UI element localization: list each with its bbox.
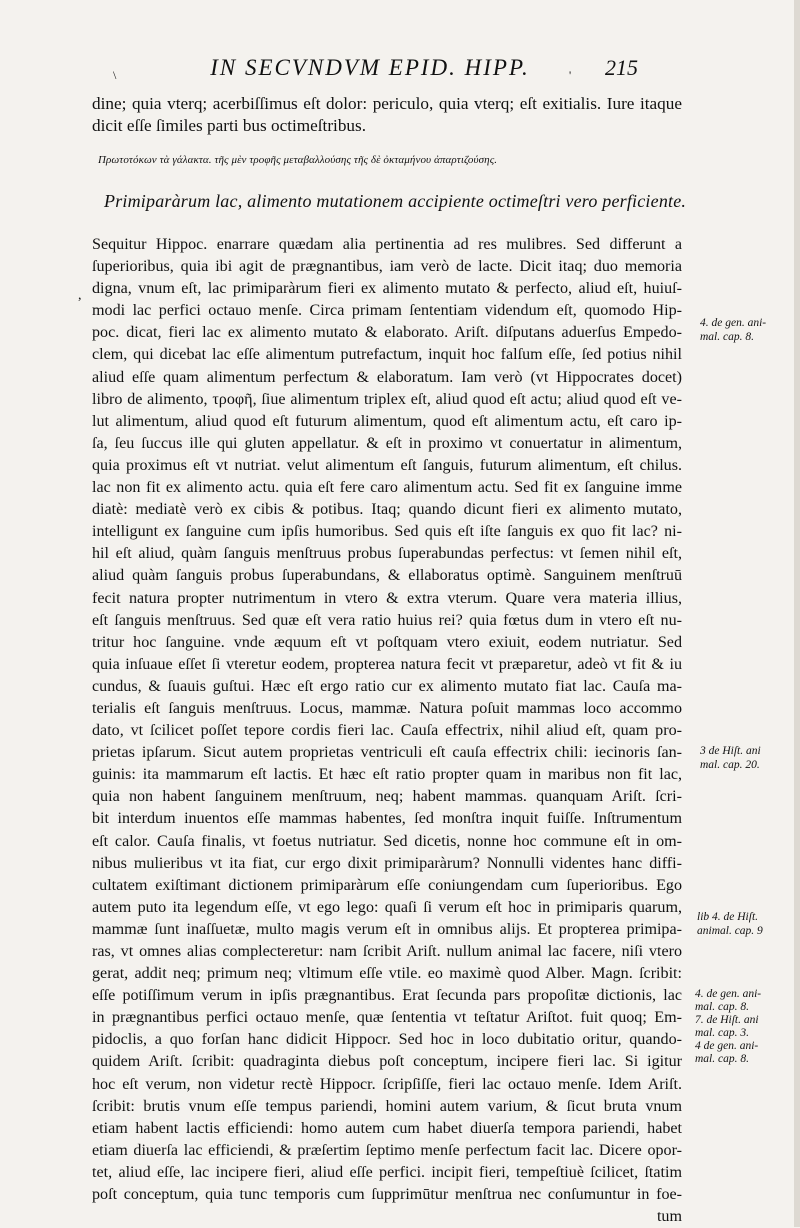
text-line: tritur hoc ſanguine. vnde æquum eſt vt poſtquam vtero exiuit, eodem nutriatur. Sed [92,633,682,651]
latin-lemma: Primiparàrum lac, alimento mutationem accipiente octimeſtri vero perficiente. [104,191,687,211]
text-line: quia non habent ſanguinem menſtruum, neq; habent mammas. quanquam Ariſt. ſcri- [92,788,682,806]
text-line: eſt ſanguis menſtruus. Sed quæ eſt vera ratio huius rei? quia fœtus dum in vtero eſt nu- [92,611,682,629]
text-line: pidoclis, a quo forſan hanc didicit Hippocr. Sed hoc in loco dubitatio oritur, quando- [92,1031,682,1049]
printer-mark-right: ' [569,68,572,82]
margin-note [700,316,766,344]
margin-note-line: mal. cap. 3. [695,1027,749,1039]
margin-note-line: mal. cap. 8. [700,331,754,343]
greek-lemma: Πρωτοτόκων τὰ γάλακτα. τῆς μὲν τροφῆς μεταβαλλούσης τῆς δὲ ὀκταμήνου ἀπαρτιζούσης. [98,154,498,166]
text-line: hoc eſt verum, non videtur rectè Hippocr. ſcripſiſſe, fieri lac octauo menſe. Idem Ariſt. [92,1075,682,1093]
margin-note-line: lib 4. de Hiſt. [697,911,759,923]
text-line: aliud eſſe quam alimentum perfectum & elaboratum. Iam verò (vt Hippocrates docet) [92,368,682,386]
text-line: diatè: mediatè verò ex cibis & potibus. Itaq; quando dicunt fieri ex alimento mutato, [92,501,682,519]
text-line: etiam diuerſa lac efficiendi, & præſertim ſeptimo menſe perfectum facit lac. Dicere opor- [92,1141,682,1159]
continued-text [92,93,682,137]
margin-note-line: mal. cap. 8. [695,1001,749,1013]
running-title: IN SECVNDVM EPID. HIPP. [210,55,530,80]
text-line: terialis eſt ſanguis menſtruus. Locus, mammæ. Natura poſuit mammas loco accommo [92,699,682,717]
text-line: fecit natura propter nutrimentum in vtero & extra vterum. Quare vera materia illius, [92,589,682,607]
text-line: Sequitur Hippoc. enarrare quædam alia pertinentia ad res mulibres. Sed differunt a [92,236,682,253]
text-line: ſa, ſeu ſuccus ille qui gluten appellatur. & eſt in proximo vt conuertatur in alimentum, [92,434,682,452]
text-line: poc. dicat, fieri lac ex alimento mutato & elaborato. Ariſt. diſputans aduerſus Empedo- [92,324,682,342]
text-line: lut alimentum, aliud quod eſt futurum alimentum, quod eſt alimentum actu, eſt caro ip- [92,412,682,430]
margin-note-line: 4. de gen. ani- [695,988,762,1000]
text-line: ras, vt omnes alias complecteretur: nam ſcribit Ariſt. nullum animal lac facere, niſi vtero [92,943,682,960]
margin-note-line: 4 de gen. ani- [695,1040,759,1052]
text-line: gerat, addit neq; primum neq; vltimum eſſe vtile. eo maximè quod Alber. Magn. ſcribit: [92,965,682,983]
text-line: tet, aliud eſſe, lac incipere fieri, aliud eſſe perfici. incipit fieri, tempeſtiuè ſcilicet, ſtatim [92,1163,682,1181]
text-line: hil eſt aliud, quàm ſanguis menſtruus probus ſuperabundas perfectus: vt ſemen nihil eſt, [92,545,682,563]
margin-note [697,910,763,938]
text-line: guinis: ita mammarum eſt lactis. Et hæc eſt ratio propter quam in maribus non fit lac, [92,766,682,784]
margin-note-line: mal. cap. 8. [695,1053,749,1065]
text-line: tum [656,1208,682,1226]
text-line: aliud quàm ſanguis probus ſuperabundans, & ellaboratus optimè. Sanguinem menſtruū [92,567,682,585]
text-line: eſſe potiſſimum verum in ipſis prægnantibus. Erat ſecunda pars propoſitæ dictionis, lac [92,987,682,1005]
text-line: ſcribit: brutis vnum eſſe tempus pariendi, homini autem varium, & ſicut bruta vnum [92,1097,682,1115]
text-line: dine; quia vterq; acerbiſſimus eſt dolor: periculo, quia vterq; eſt exitialis. Iure itaque [92,94,682,113]
text-line: libro de alimento, τροφῆ, ſiue alimentum triplex eſt, aliud quod eſt actu; aliud quod eſt ve- [92,390,682,408]
text-line: prietas ipſarum. Sicut autem proprietas ventriculi eſt cauſa effectrix chili: iecinoris ſan- [92,744,682,762]
commentary-body [92,234,682,1228]
margin-note-line: mal. cap. 20. [700,759,760,771]
page-edge-shadow [794,0,800,1227]
text-line: intelligunt ex ſanguine cum ipſis humoribus. Sed quis eſt iſte ſanguis ex quo fit lac? ni- [92,523,682,541]
text-line: modi lac perfici octauo menſe. Circa primam ſententiam videndum eſt, quomodo Hip- [92,302,682,320]
text-line: autem puto ita legendum eſſe, vt ego lego: quaſi ſi verum eſt hoc in primiparis quarum, [92,898,682,916]
text-line: mammæ ſunt inaſſuetæ, multo magis verum eſt in omnibus alijs. Et propterea primipa- [92,920,682,938]
margin-note [695,988,761,1066]
text-line: in prægnantibus perfici octauo menſe, quæ ſententia vt teſtatur Ariſtot. fuit quoq; Em- [92,1009,682,1027]
margin-note-line: 3 de Hiſt. ani [700,745,761,757]
text-line: eſt calor. Cauſa finalis, vt foetus nutriatur. Sed dicetis, nonne hoc commune eſt in om- [92,832,682,850]
margin-note-line: animal. cap. 9 [697,925,763,937]
text-line: quidem Ariſt. ſcribit: quadraginta diebus poſt conceptum, incipere fieri lac. Si igitur [92,1053,682,1071]
gutter-mark: , [78,288,82,303]
page-number: 215 [605,55,638,80]
text-line: nibus mulieribus vt ita fiat, cur ergo dixit primiparàrum? Nonnulli videntes hanc diffi- [92,854,682,872]
text-line: dicit eſſe ſimiles parti bus octimeſtribus. [92,116,366,135]
text-line: poſt conceptum, quia tunc temporis cum ſupprimūtur menſtrua nec conſumuntur in foe- [92,1186,682,1204]
margin-note-line: 4. de gen. ani- [700,317,767,329]
text-line: bit interdum inuentos eſſe mammas habentes, ſed monſtra inquit fuiſſe. Inſtrumentum [92,810,682,828]
text-line: lac non fit ex alimento actu. quia eſt fere caro alimentum actu. Sed fit ex ſanguine imme [92,479,682,497]
printer-mark-left: \ [113,68,117,82]
margin-note-line: 7. de Hiſt. ani [695,1014,759,1026]
text-line: cultatem exiſtimant dictionem primiparàrum eſſe coniungendam cum ſuperioribus. Ego [92,876,682,894]
text-line: ſuperioribus, quia ibi agit de prægnantibus, iam verò de lacte. Dicit itaq; duo memoria [92,258,682,276]
text-line: cundus, & ſuauis guſtui. Hæc eſt ergo ratio cur ex alimento mutato fiat lac. Cauſa ma- [92,677,682,695]
text-line: digna, vnum eſt, lac primiparàrum fieri ex alimento mutato & perfecto, aliud eſt, huiuſ- [92,280,682,298]
margin-note [700,744,761,772]
text-line: quia inſuaue eſſet ſi vteretur eodem, propterea natura fecit vt præparetur, adeò vt fit & iu [92,655,682,673]
text-line: clem, qui dicebat lac eſſe alimentum putrefactum, inquit hoc falſum eſſe, ſed potius nihil [92,346,682,364]
text-line: etiam habent lactis efficiendi: homo autem cum habet diuerſa tempora pariendi, habet [92,1119,682,1137]
text-line: quia proximus eſt vt nutriat. velut alimentum eſt ſanguis, futurum alimentum, eſt chilus. [92,456,682,474]
text-line: dato, vt ſcilicet poſſet tepore cordis fieri lac. Cauſa effectrix, nihil aliud eſt, quam pro- [92,722,682,740]
